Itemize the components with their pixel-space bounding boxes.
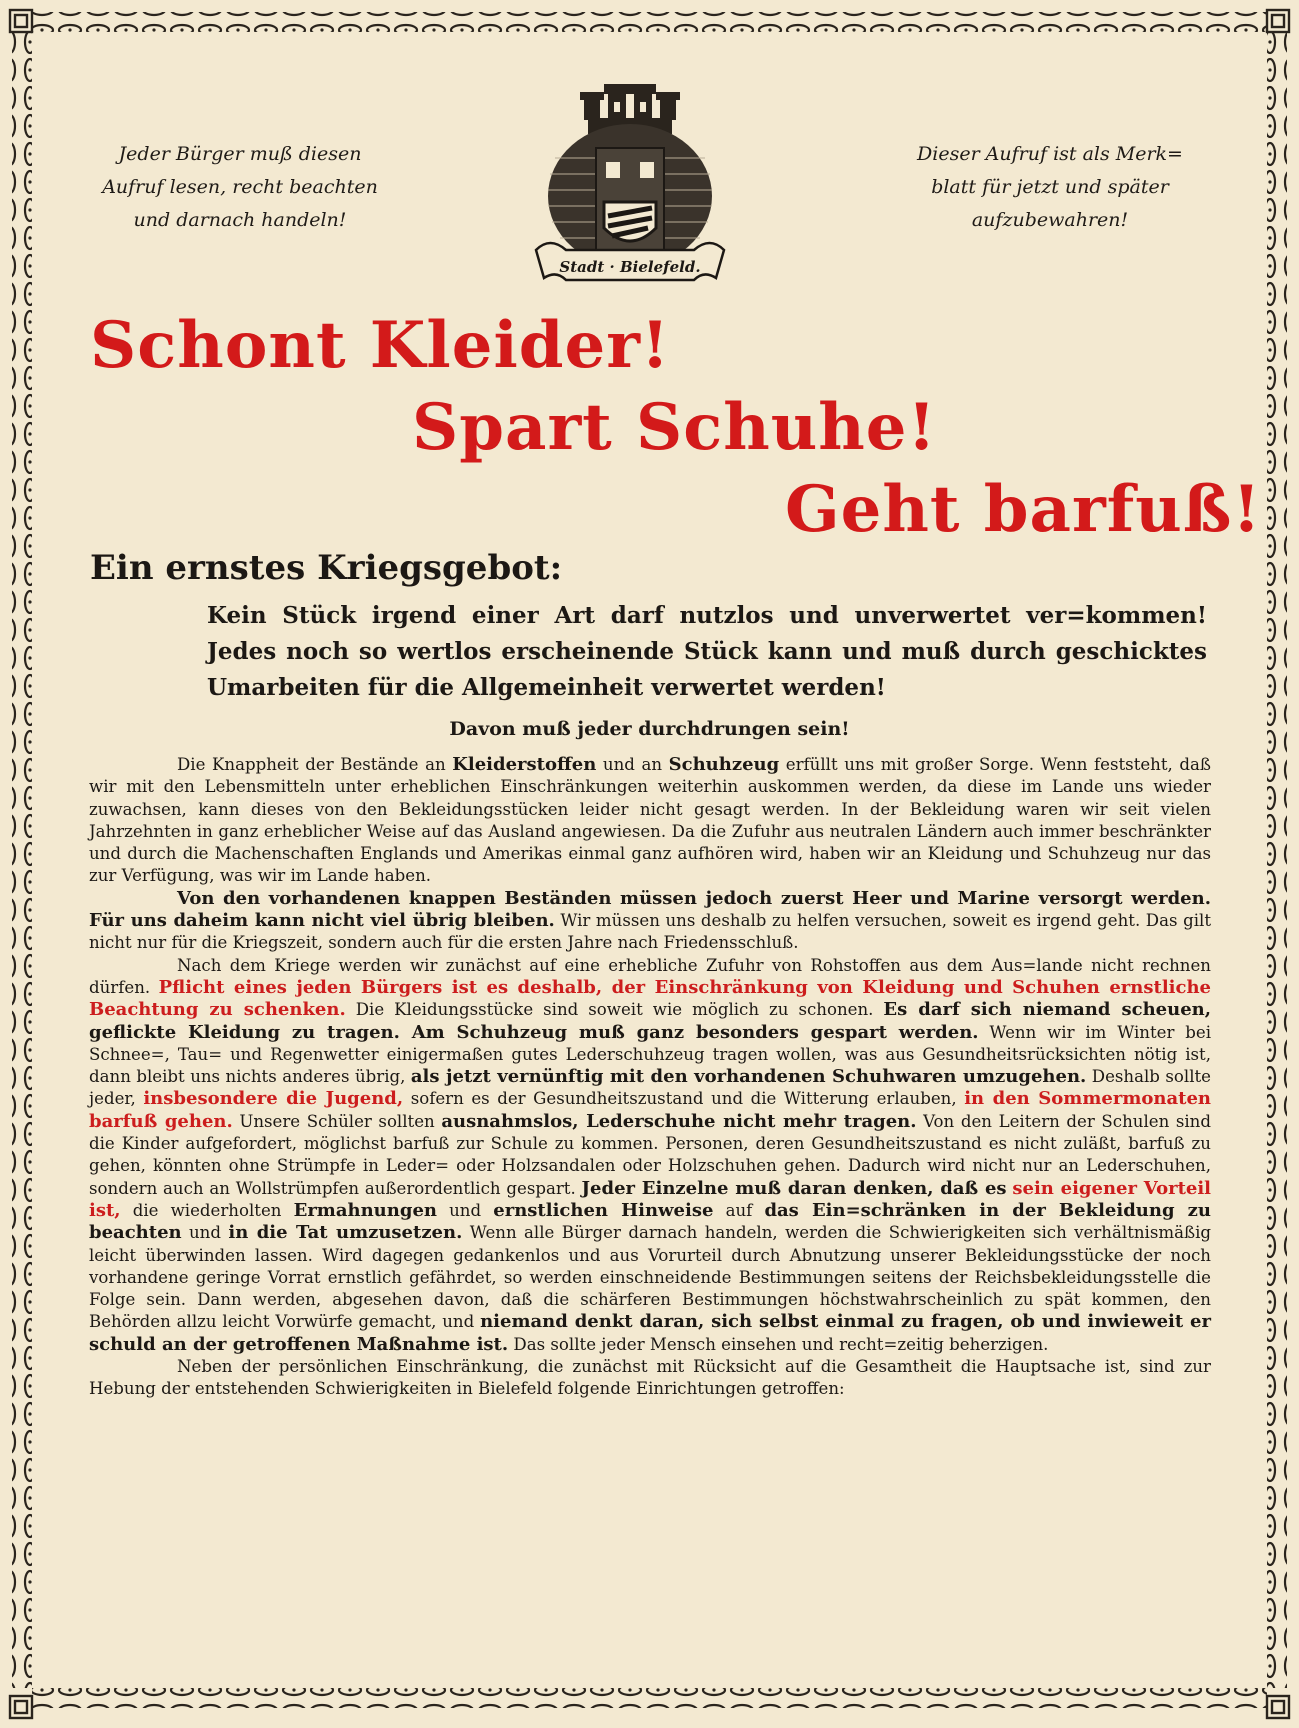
body-text-run: Die Kleidungsstücke sind soweit wie möglich zu schonen.	[345, 1000, 884, 1020]
body-text-run: Wir müssen uns deshalb zu helfen versuchen, soweit es irgend geht. Das gilt nicht nur für die Kriegszeit, sondern auch für die ersten Jahre nach Friedensschluß.	[89, 911, 1211, 953]
emphasis-bold-text: Jeder Einzelne muß daran denken, daß es	[581, 1177, 1007, 1199]
body-text-run: Wenn alle Bürger darnach handeln, werden die Schwierigkeiten sich verhältnismäßig leicht überwinden lassen. Wird dagegen gedankenlos und aus Vorurteil durch Abnutzung unserer Bekleidungsstücke der noch vorhandene geringe Vorrat ernstlich gefährdet, so werden einschneidende Bestimmungen seitens der Reichsbekleidungsstelle die Folge sein. Dann werden, abgesehen davon, daß die schärferen Bestimmungen höchstwahrscheinlich zu spät kommen, den Behörden allzu leicht Vorwürfe gemacht, und	[89, 1223, 1212, 1332]
headline-schont-kleider: Schont Kleider!	[90, 308, 671, 383]
body-text-run: die wiederholten	[120, 1200, 294, 1220]
bielefeld-coat-of-arms	[530, 78, 730, 294]
emphasis-bold-text: Schuhzeug	[668, 754, 780, 775]
body-text-run: Wenn wir im Winter bei Schnee=, Tau= und Regenwetter einigermaßen gutes Lederschuhzeug tragen wollen, was aus Gesundheitsrücksichten nötig ist, dann bleibt uns nichts anderes übrig,	[89, 1022, 1211, 1087]
emphasis-red-text: insbesondere die Jugend,	[143, 1088, 404, 1110]
emphasis-red-text: Pflicht eines jeden Bürgers ist es deshalb, der Einschränkung von Kleidung und Schuhen ernstliche Beachtung zu schenken.	[89, 976, 1211, 1021]
body-text-run: Neben der persönlichen Einschränkung, die zunächst mit Rücksicht auf die Gesamtheit die Hauptsache ist, sind zur Hebung der entstehenden Schwierigkeiten in Bielefeld folgende Einrichtungen getroffen:	[89, 1357, 1211, 1399]
emphasis-bold-text: Ermahnungen	[293, 1199, 437, 1221]
body-text-run: Deshalb sollte jeder,	[89, 1067, 1212, 1109]
right-notice-line: aufzubewahren!	[971, 209, 1129, 231]
body-text-run: auf	[713, 1200, 765, 1220]
emphasis-bold-text: als jetzt vernünftig mit den vorhandenen Schuhwaren umzugehen.	[410, 1066, 1087, 1088]
emphasis-bold-text: in die Tat umzusetzen.	[228, 1222, 463, 1244]
body-paragraph	[89, 1356, 1211, 1401]
body-text-run: Das sollte jeder Mensch einsehen und recht=zeitig beherzigen.	[508, 1334, 1049, 1354]
body-paragraph	[89, 888, 1211, 955]
headline-spart-schuhe: Spart Schuhe!	[412, 390, 937, 465]
emphasis-bold-text: das Ein=schränken in der Bekleidung zu beachten	[89, 1199, 1211, 1244]
emphasis-red-text: in den Sommermonaten barfuß gehen.	[89, 1088, 1211, 1132]
left-notice-line: Aufruf lesen, recht beachten	[102, 176, 378, 198]
body-text-run: Von den Leitern der Schulen sind die Kinder aufgefordert, möglichst barfuß zur Schule zu kommen. Personen, deren Gesundheitszustand es nicht zuläßt, barfuß zu gehen, könnten ohne Strümpfe in Leder= oder Holzsandalen oder Holzschuhen gehen. Dadurch wird nicht nur an Lederschuhen, sondern auch an Wollstrümpfen außerordentlich gespart.	[89, 1111, 1211, 1198]
body-text-run: sofern es der Gesundheitszustand und die Witterung erlauben,	[403, 1089, 965, 1109]
emphasis-bold-text: ernstlichen Hinweise	[493, 1199, 714, 1221]
emphasis-bold-text: Von den vorhandenen knappen Beständen müssen jedoch zuerst Heer und Marine versorgt werden. Für uns daheim kann nicht viel übrig bleiben.	[89, 887, 1211, 932]
left-notice-line: Jeder Bürger muß diesen	[118, 143, 362, 165]
body-text-run: und	[181, 1223, 229, 1243]
body-text	[89, 754, 1211, 1401]
emphasis-bold-text: Es darf sich niemand scheuen, geflickte Kleidung zu tragen. Am Schuhzeug muß ganz besonders gespart werden.	[89, 999, 1211, 1043]
left-notice-line: und darnach handeln!	[133, 209, 347, 231]
davon-line: Davon muß jeder durchdrungen sein!	[449, 718, 850, 740]
body-text-run: und	[436, 1200, 494, 1220]
headline-geht-barfuss: Geht barfuß!	[785, 472, 1262, 547]
body-paragraph	[89, 955, 1211, 1356]
crest-banner-text: Stadt · Bielefeld.	[559, 258, 701, 276]
right-notice-line: Dieser Aufruf ist als Merk=	[917, 143, 1183, 165]
subheading-kriegsgebot: Ein ernstes Kriegsgebot:	[90, 548, 563, 588]
emphasis-bold-text: niemand denkt daran, sich selbst einmal zu fragen, ob und inwieweit er schuld an der getroffenen Maßnahme ist.	[89, 1311, 1211, 1355]
body-text-run: Unsere Schüler sollten	[232, 1111, 442, 1131]
body-paragraph	[89, 754, 1211, 888]
emphasis-bold-text: ausnahmslos, Lederschuhe nicht mehr tragen.	[441, 1110, 917, 1132]
right-notice	[900, 138, 1200, 237]
body-text-run: Die Knappheit der Bestände an	[177, 755, 453, 774]
right-notice-line: blatt für jetzt und später	[931, 176, 1169, 198]
emphasis-bold-text: Kleiderstoffen	[452, 754, 597, 775]
body-text-run: erfüllt uns mit großer Sorge. Wenn feststeht, daß wir mit den Lebensmitteln unter erheblichen Einschränkungen weiterhin auskommen werden, da diese im Lande uns wieder zuwachsen, kann dieses von den Bekleidungsstücken leider nicht gesagt werden. In der Bekleidung waren wir seit vielen Jahrzehnten in ganz erheblicher Weise auf das Ausland angewiesen. Da die Zufuhr aus neutralen Ländern auch immer beschränkter und durch die Machenschaften Englands und Amerikas einmal ganz aufhören wird, haben wir an Kleidung und Schuhzeug nur das zur Verfügung, was wir im Lande haben.	[89, 755, 1211, 886]
body-text-run: und an	[596, 755, 669, 774]
body-text-run: Nach dem Kriege werden wir zunächst auf eine erhebliche Zufuhr von Rohstoffen aus dem Aus=lande nicht rechnen dürfen.	[89, 955, 1211, 997]
emphasis-red-text: sein eigener Vorteil ist,	[89, 1177, 1212, 1221]
lead-paragraph: Kein Stück irgend einer Art darf nutzlos und unverwertet ver=kommen! Jedes noch so wertlos erscheinende Stück kann und muß durch geschicktes Umarbeiten für die Allgemeinheit verwertet werden!	[207, 602, 1207, 701]
left-notice	[90, 138, 390, 237]
